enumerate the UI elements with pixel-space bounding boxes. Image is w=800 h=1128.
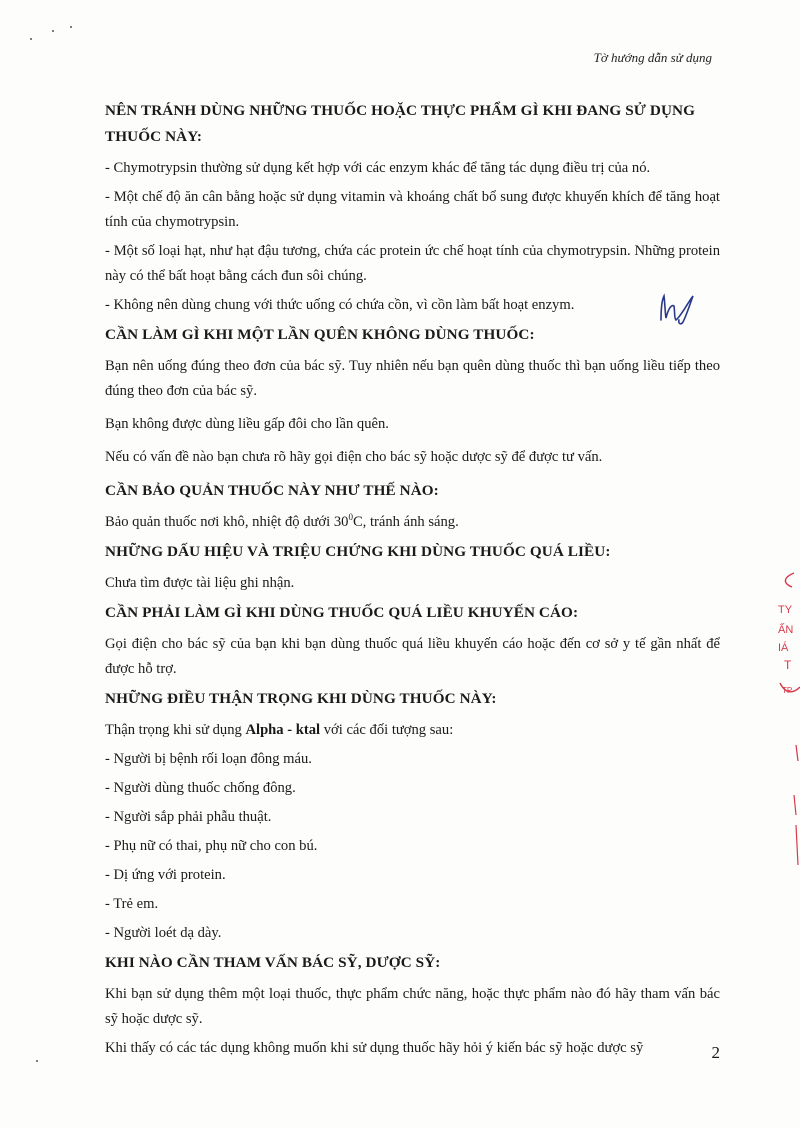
degree-superscript: 0 xyxy=(348,512,353,522)
paragraph: Nếu có vấn đề nào bạn chưa rõ hãy gọi điện cho bác sỹ hoặc dược sỹ để được tư vấn. xyxy=(105,449,603,465)
storage-paragraph xyxy=(105,510,720,535)
paragraph: Khi thấy có các tác dụng không muốn khi sử dụng thuốc hãy hỏi ý kiến bác sỹ hoặc dược sỹ xyxy=(105,1040,644,1056)
list-item: - Người loét dạ dày. xyxy=(105,925,222,941)
red-stamp-fragment xyxy=(772,565,800,885)
paragraph: Bạn không được dùng liều gấp đôi cho lần quên. xyxy=(105,416,389,432)
paragraph: Gọi điện cho bác sỹ của bạn khi bạn dùng thuốc quá liều khuyến cáo hoặc đến cơ sở y tế gần nhất để được hỗ trợ. xyxy=(105,636,720,677)
section-heading: NHỮNG ĐIỀU THẬN TRỌNG KHI DÙNG THUỐC NÀY: xyxy=(105,690,497,707)
list-item: - Người sắp phải phẫu thuật. xyxy=(105,809,272,825)
list-item: - Phụ nữ có thai, phụ nữ cho con bú. xyxy=(105,838,318,854)
svg-text:TY: TY xyxy=(778,604,793,616)
scan-speck xyxy=(70,26,72,28)
document-body xyxy=(105,98,720,1065)
section-avoid xyxy=(105,98,720,318)
section-precautions xyxy=(105,686,720,946)
section-consult xyxy=(105,950,720,1061)
section-heading: CẦN BẢO QUẢN THUỐC NÀY NHƯ THẾ NÀO: xyxy=(105,482,439,499)
paragraph: - Không nên dùng chung với thức uống có chứa cồn, vì cồn làm bất hoạt enzym. xyxy=(105,297,575,313)
section-heading: NHỮNG DẤU HIỆU VÀ TRIỆU CHỨNG KHI DÙNG THUỐC QUÁ LIỀU: xyxy=(105,543,611,560)
scan-speck xyxy=(36,1060,38,1062)
handwritten-initials xyxy=(657,290,697,326)
scan-speck xyxy=(52,30,54,32)
section-heading: KHI NÀO CẦN THAM VẤN BÁC SỸ, DƯỢC SỸ: xyxy=(105,954,441,971)
section-storage xyxy=(105,478,720,535)
storage-text-suffix: C, tránh ánh sáng. xyxy=(352,514,459,530)
list-item: - Trẻ em. xyxy=(105,896,159,912)
paragraph: - Chymotrypsin thường sử dụng kết hợp với các enzym khác để tăng tác dụng điều trị của nó. xyxy=(105,160,651,176)
paragraph: Chưa tìm được tài liệu ghi nhận. xyxy=(105,575,295,591)
paragraph: Khi bạn sử dụng thêm một loại thuốc, thực phẩm chức năng, hoặc thực phẩm nào đó hãy tham vấn bác sỹ hoặc dược sỹ. xyxy=(105,986,720,1027)
section-overdose-signs xyxy=(105,539,720,596)
intro-text: Thận trọng khi sử dụng xyxy=(105,722,246,738)
section-heading: CẦN LÀM GÌ KHI MỘT LẦN QUÊN KHÔNG DÙNG THUỐC: xyxy=(105,326,535,343)
scan-speck xyxy=(30,38,32,40)
storage-text: Bảo quản thuốc nơi khô, nhiệt độ dưới 30 xyxy=(105,514,349,530)
paragraph: - Một chế độ ăn cân bằng hoặc sử dụng vitamin và khoáng chất bổ sung được khuyến khích để tăng hoạt tính của chymotrypsin. xyxy=(105,189,720,230)
page-header: Tờ hướng dẫn sử dụng xyxy=(593,50,712,65)
paragraph: - Một số loại hạt, như hạt đậu tương, chứa các protein ức chế hoạt tính của chymotrypsin. Những protein này có thể bất hoạt bằng cách đun sôi chúng. xyxy=(105,243,720,284)
section-heading: NÊN TRÁNH DÙNG NHỮNG THUỐC HOẶC THỰC PHẨM GÌ KHI ĐANG SỬ DỤNG THUỐC NÀY: xyxy=(105,102,695,145)
precaution-intro xyxy=(105,718,720,743)
section-missed-dose xyxy=(105,322,720,470)
svg-text:IÁ: IÁ xyxy=(778,642,789,654)
product-name: Alpha - ktal xyxy=(245,722,321,738)
page-number: 2 xyxy=(711,1043,720,1062)
paragraph: Bạn nên uống đúng theo đơn của bác sỹ. Tuy nhiên nếu bạn quên dùng thuốc thì bạn uống liều tiếp theo đúng theo đơn của bác sỹ. xyxy=(105,358,720,399)
svg-text:T: T xyxy=(784,658,792,672)
list-item: - Người dùng thuốc chống đông. xyxy=(105,780,296,796)
section-heading: CẦN PHẢI LÀM GÌ KHI DÙNG THUỐC QUÁ LIỀU KHUYẾN CÁO: xyxy=(105,604,579,621)
list-item: - Người bị bệnh rối loạn đông máu. xyxy=(105,751,312,767)
svg-text:TP: TP xyxy=(782,686,793,695)
svg-text:ẤN: ẤN xyxy=(778,624,794,636)
section-overdose-action xyxy=(105,600,720,682)
list-item: - Dị ứng với protein. xyxy=(105,867,226,883)
intro-text-suffix: với các đối tượng sau: xyxy=(320,722,454,738)
